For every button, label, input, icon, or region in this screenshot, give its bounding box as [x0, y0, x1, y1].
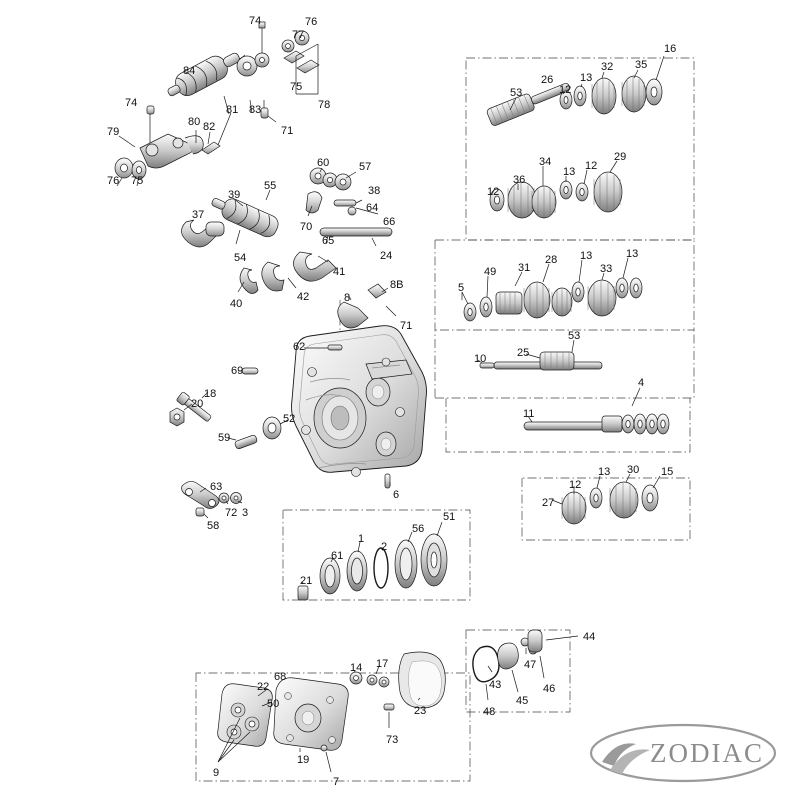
callout-number: 9: [213, 767, 220, 779]
callout-number: 11: [523, 408, 535, 420]
callout-number: 69: [231, 365, 244, 377]
callout-number: 12: [585, 160, 598, 172]
callout-number: 32: [601, 61, 614, 73]
callout-number: 45: [516, 695, 529, 707]
callout-number: 47: [524, 659, 537, 671]
callout-number: 75: [131, 175, 144, 187]
callout-number: 17: [376, 658, 389, 670]
callout-number: 57: [359, 161, 372, 173]
callout-number: 49: [484, 266, 497, 278]
callout-number: 1: [358, 533, 365, 545]
callout-number: 41: [333, 266, 346, 278]
callout-number: 12: [569, 479, 582, 491]
callout-number: 42: [297, 291, 310, 303]
callout-number: 53: [510, 87, 523, 99]
callout-number: 55: [264, 180, 277, 192]
callout-number: 2: [381, 541, 388, 553]
callout-number: 29: [614, 151, 627, 163]
callout-number: 66: [383, 216, 396, 228]
zodiac-logo: [588, 722, 778, 784]
callout-number: 46: [543, 683, 556, 695]
callout-number: 39: [228, 189, 241, 201]
callout-number: 62: [293, 341, 306, 353]
callout-number: 24: [380, 250, 393, 262]
callout-number: 8B: [390, 279, 404, 291]
callout-number: 68: [274, 671, 287, 683]
callout-number: 82: [203, 121, 216, 133]
callout-number: 22: [257, 681, 270, 693]
callout-number: 43: [489, 679, 502, 691]
callout-number: 5: [458, 282, 465, 294]
callout-number: 58: [207, 520, 220, 532]
callout-number: 37: [192, 209, 205, 221]
callout-number: 12: [487, 186, 500, 198]
callout-number: 16: [664, 43, 677, 55]
callout-number: 80: [188, 116, 201, 128]
callout-number: 44: [583, 631, 596, 643]
callout-number: 71: [400, 320, 413, 332]
callout-number: 74: [125, 97, 138, 109]
callout-number: 71: [281, 125, 294, 137]
callout-number: 8: [344, 292, 351, 304]
callout-number: 54: [234, 252, 247, 264]
callout-number: 14: [350, 662, 363, 674]
callout-number: 30: [627, 464, 640, 476]
callout-number: 78: [318, 99, 331, 111]
callout-number: 3: [242, 507, 249, 519]
callout-number: 51: [443, 511, 456, 523]
callout-number: 25: [517, 347, 530, 359]
callout-number: 84: [183, 65, 196, 77]
callout-number: 83: [249, 104, 262, 116]
callout-number: 59: [218, 432, 231, 444]
callout-number: 18: [204, 388, 217, 400]
callout-number: 13: [580, 250, 593, 262]
callout-number: 56: [412, 523, 425, 535]
callout-number: 61: [331, 550, 344, 562]
callout-number: 19: [297, 754, 310, 766]
callout-number: 31: [518, 262, 531, 274]
callout-number: 76: [107, 175, 120, 187]
callout-number: 38: [368, 185, 381, 197]
callout-number: 64: [366, 202, 379, 214]
callout-number: 13: [580, 72, 593, 84]
callout-number: 40: [230, 298, 243, 310]
callout-number: 60: [317, 157, 330, 169]
callout-number: 15: [661, 466, 674, 478]
callout-number: 79: [107, 126, 120, 138]
callout-number: 72: [225, 507, 238, 519]
callout-number: 12: [559, 84, 572, 96]
callout-number: 81: [226, 104, 239, 116]
callout-number: 21: [300, 575, 313, 587]
callout-number: 13: [598, 466, 611, 478]
callout-number: 76: [305, 16, 318, 28]
callout-number: 13: [563, 166, 576, 178]
callout-number: 70: [300, 221, 313, 233]
callout-number: 73: [386, 734, 399, 746]
callout-number: 34: [539, 156, 552, 168]
callout-number: 4: [638, 377, 645, 389]
callout-number: 6: [393, 489, 400, 501]
callout-number: 50: [267, 698, 280, 710]
callout-number: 20: [191, 398, 204, 410]
callout-number: 27: [542, 497, 555, 509]
callout-number: 53: [568, 330, 581, 342]
callout-number: 10: [474, 353, 487, 365]
callout-number: 35: [635, 59, 648, 71]
callout-number: 26: [541, 74, 554, 86]
callout-number: 77: [292, 29, 305, 41]
callout-number: 36: [513, 174, 526, 186]
callout-number: 28: [545, 254, 558, 266]
callout-number: 74: [249, 15, 262, 27]
svg-text:ZODIAC: ZODIAC: [650, 738, 764, 768]
callout-number: 52: [283, 413, 296, 425]
callout-number: 23: [414, 705, 427, 717]
callout-number: 65: [322, 235, 335, 247]
callout-number: 7: [333, 776, 340, 788]
callout-number: 63: [210, 481, 223, 493]
callout-number: 33: [600, 263, 613, 275]
callout-number: 48: [483, 706, 496, 718]
callout-number: 13: [626, 248, 639, 260]
callout-number: 75: [290, 81, 303, 93]
